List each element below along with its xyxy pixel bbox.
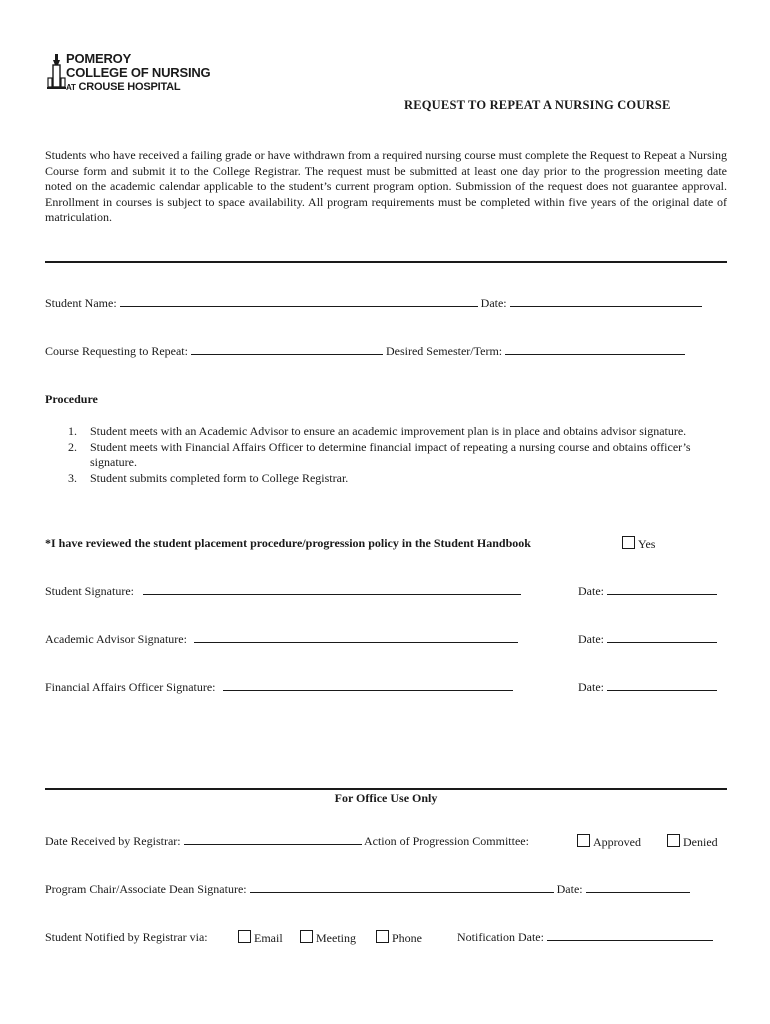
- logo-at: AT: [66, 83, 76, 92]
- notification-date-row: [457, 930, 713, 945]
- logo-line-3: [66, 80, 210, 95]
- meeting-checkbox[interactable]: [300, 930, 313, 943]
- desired-term-field[interactable]: [505, 344, 685, 355]
- student-signature-date-row: [578, 584, 717, 599]
- step-number: 1.: [68, 424, 77, 438]
- notification-date-label: Notification Date:: [457, 930, 544, 944]
- meeting-label: Meeting: [316, 931, 356, 945]
- form-title: REQUEST TO REPEAT A NURSING COURSE: [404, 98, 671, 112]
- program-chair-row: [45, 882, 690, 897]
- date-field[interactable]: [510, 296, 702, 307]
- action-label: Action of Progression Committee:: [363, 834, 529, 848]
- policy-yes-checkbox[interactable]: [622, 536, 635, 549]
- logo-hospital: CROUSE HOSPITAL: [78, 81, 181, 93]
- date-received-field[interactable]: [184, 834, 362, 845]
- step-number: 2.: [68, 439, 77, 454]
- advisor-signature-date-field[interactable]: [607, 632, 717, 643]
- student-name-field[interactable]: [120, 296, 478, 307]
- logo-line-2: COLLEGE OF NURSING: [66, 65, 211, 80]
- date-label: Date:: [578, 632, 604, 646]
- phone-option: [376, 930, 422, 946]
- step-text: Student meets with an Academic Advisor to ensure an academic improvement plan is in place and obtains advisor signature.: [90, 424, 687, 438]
- approved-checkbox[interactable]: [577, 834, 590, 847]
- email-option: [238, 930, 283, 946]
- notification-date-field[interactable]: [547, 930, 713, 941]
- course-repeat-label: Course Requesting to Repeat:: [45, 344, 188, 358]
- student-signature-date-field[interactable]: [607, 584, 717, 595]
- logo-line-1: POMEROY: [66, 51, 132, 66]
- student-signature-row: [45, 584, 521, 599]
- financial-signature-date-field[interactable]: [607, 680, 717, 691]
- student-signature-field[interactable]: [143, 584, 521, 595]
- approved-option: [577, 834, 641, 850]
- denied-label: Denied: [683, 835, 718, 849]
- step-number: 3.: [68, 470, 77, 485]
- denied-option: [667, 834, 718, 850]
- step-text: Student submits completed form to College Registrar.: [90, 470, 349, 485]
- course-repeat-field[interactable]: [191, 344, 383, 355]
- date-label: Date:: [578, 584, 604, 598]
- denied-checkbox[interactable]: [667, 834, 680, 847]
- phone-checkbox[interactable]: [376, 930, 389, 943]
- advisor-signature-label: Academic Advisor Signature:: [45, 632, 187, 646]
- policy-statement: *I have reviewed the student placement procedure/progression policy in the Student Handbook: [45, 536, 531, 550]
- procedure-heading: Procedure: [45, 392, 98, 406]
- college-logo: [46, 52, 246, 118]
- policy-yes-label: Yes: [638, 537, 656, 551]
- financial-signature-row: [45, 680, 513, 695]
- program-chair-date-field[interactable]: [586, 882, 690, 893]
- list-item: [68, 424, 728, 440]
- meeting-option: [300, 930, 356, 946]
- advisor-signature-date-row: [578, 632, 717, 647]
- step-text: Student meets with Financial Affairs Officer to determine financial impact of repeating a nursing course and obtains officer’s signature.: [90, 439, 691, 470]
- notified-via-row: [45, 930, 208, 945]
- date-received-row: [45, 834, 529, 849]
- procedure-list: [68, 424, 728, 486]
- program-chair-field[interactable]: [250, 882, 554, 893]
- desired-term-label: Desired Semester/Term:: [385, 344, 503, 358]
- policy-yes-row: [622, 536, 655, 552]
- program-chair-label: Program Chair/Associate Dean Signature:: [45, 882, 247, 896]
- date-label: Date:: [556, 882, 583, 896]
- intro-paragraph: Students who have received a failing grade or have withdrawn from a required nursing course must complete the Request to Repeat a Nursing Course form and submit it to the College Registrar. The request must be submitted at least one day prior to the progression meeting date noted on the academic calendar applicable to the student’s current program option. Submission of the request does not guarantee approval. Enrollment in courses is subject to space availability. All program requirements must be completed within five years of the original date of matriculation.: [45, 148, 727, 225]
- lighthouse-icon: [46, 52, 68, 94]
- advisor-signature-row: [45, 632, 518, 647]
- notified-via-label: Student Notified by Registrar via:: [45, 930, 208, 944]
- approved-label: Approved: [593, 835, 641, 849]
- section-divider: [45, 261, 727, 263]
- student-signature-label: Student Signature:: [45, 584, 134, 598]
- financial-signature-field[interactable]: [223, 680, 513, 691]
- date-received-label: Date Received by Registrar:: [45, 834, 181, 848]
- office-divider: [45, 788, 727, 790]
- course-row: [45, 344, 685, 359]
- financial-signature-date-row: [578, 680, 717, 695]
- phone-label: Phone: [392, 931, 422, 945]
- financial-signature-label: Financial Affairs Officer Signature:: [45, 680, 216, 694]
- list-item: [68, 440, 728, 471]
- email-label: Email: [254, 931, 283, 945]
- office-heading: For Office Use Only: [334, 791, 438, 805]
- student-name-row: [45, 296, 702, 311]
- date-label: Date:: [578, 680, 604, 694]
- advisor-signature-field[interactable]: [194, 632, 518, 643]
- email-checkbox[interactable]: [238, 930, 251, 943]
- student-name-label: Student Name:: [45, 296, 117, 310]
- date-label: Date:: [480, 296, 507, 310]
- policy-row: [45, 536, 531, 551]
- list-item: [68, 471, 728, 487]
